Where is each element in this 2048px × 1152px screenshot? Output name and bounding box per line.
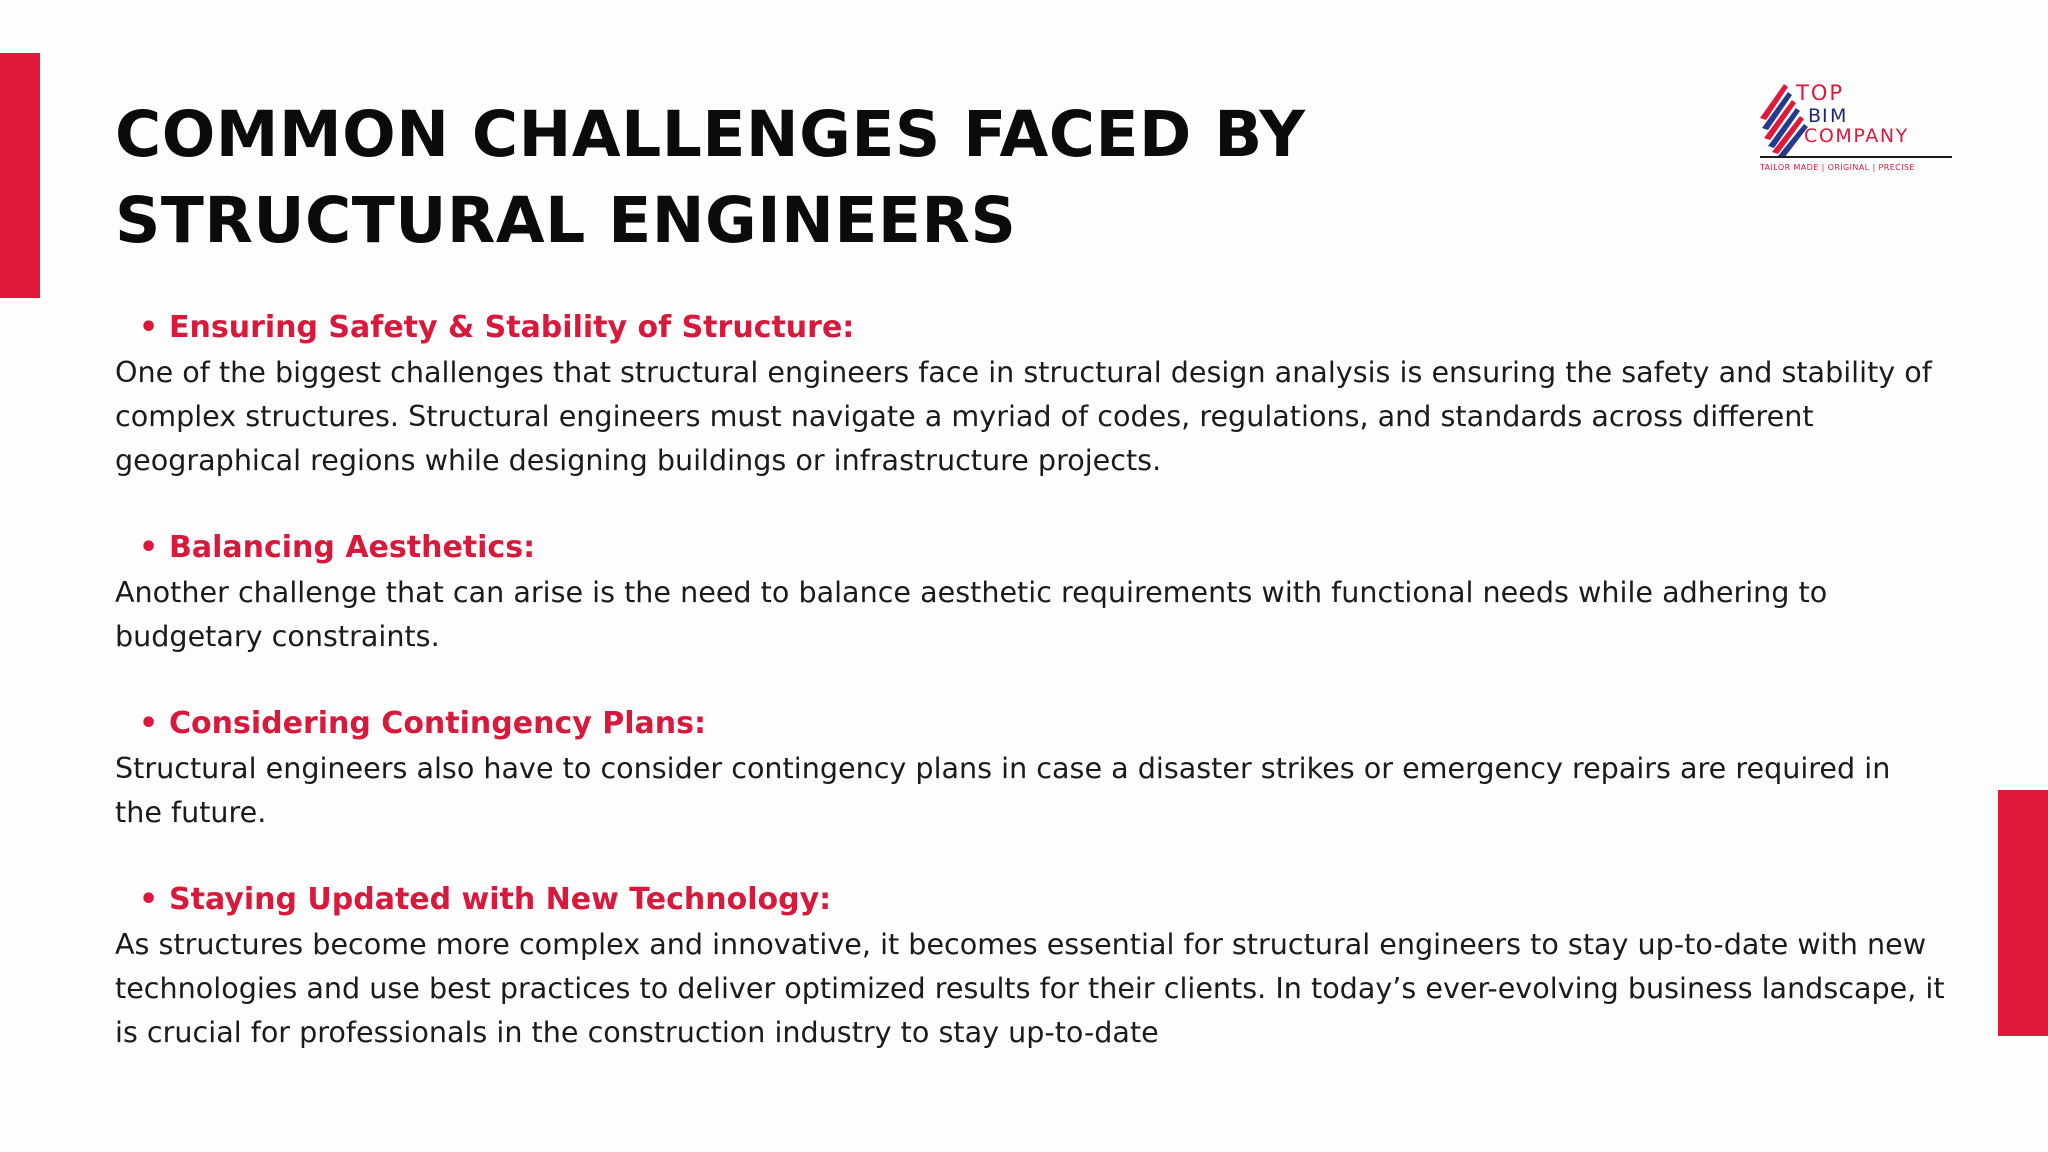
item-heading-text: Ensuring Safety & Stability of Structure: bbox=[169, 310, 855, 345]
item-body: Another challenge that can arise is the need to balance aesthetic requirements with functional needs while adhering to budgetary constraints. bbox=[115, 575, 1828, 653]
logo-word-top: TOP bbox=[1796, 81, 1845, 105]
bullet-icon: • bbox=[139, 882, 159, 917]
item-heading bbox=[115, 702, 1945, 746]
challenges-list bbox=[115, 306, 1945, 1098]
list-item bbox=[115, 526, 1945, 658]
right-accent-bar bbox=[1998, 790, 2048, 1036]
logo-letter-m: M bbox=[1830, 105, 1847, 127]
list-item bbox=[115, 702, 1945, 834]
company-logo bbox=[1758, 78, 1954, 174]
item-body: As structures become more complex and innovative, it becomes essential for structural engineers to stay up-to-date with new technologies and use best practices to deliver optimized results for their clients. In today’s ever-evolving business landscape, it is crucial for professionals in the construction industry to stay up-to-date bbox=[115, 927, 1945, 1049]
bullet-icon: • bbox=[139, 310, 159, 345]
item-heading bbox=[115, 526, 1945, 570]
title-line-1: COMMON CHALLENGES FACED BY bbox=[115, 98, 1306, 171]
logo-tagline: TAILOR MADE | ORIGINAL | PRECISE bbox=[1760, 163, 1915, 172]
bullet-icon: • bbox=[139, 706, 159, 741]
item-body: One of the biggest challenges that structural engineers face in structural design analysis is ensuring the safety and stability of complex structures. Structural engineers must navigate a myriad of codes, regulations, and standards across different geographical regions while designing buildings or infrastructure projects. bbox=[115, 355, 1932, 477]
list-item bbox=[115, 878, 1945, 1054]
item-heading-text: Staying Updated with New Technology: bbox=[169, 882, 832, 917]
logo-letter-b: B bbox=[1808, 105, 1822, 127]
item-heading bbox=[115, 878, 1945, 922]
logo-letter-i: I bbox=[1822, 105, 1828, 127]
logo-word-company: COMPANY bbox=[1804, 125, 1909, 147]
page-title bbox=[115, 92, 1515, 264]
item-heading bbox=[115, 306, 1945, 350]
item-heading-text: Balancing Aesthetics: bbox=[169, 530, 536, 565]
item-heading-text: Considering Contingency Plans: bbox=[169, 706, 706, 741]
left-accent-bar bbox=[0, 53, 40, 298]
title-line-2: STRUCTURAL ENGINEERS bbox=[115, 184, 1017, 257]
bullet-icon: • bbox=[139, 530, 159, 565]
item-body: Structural engineers also have to consider contingency plans in case a disaster strikes or emergency repairs are required in the future. bbox=[115, 751, 1891, 829]
list-item bbox=[115, 306, 1945, 482]
